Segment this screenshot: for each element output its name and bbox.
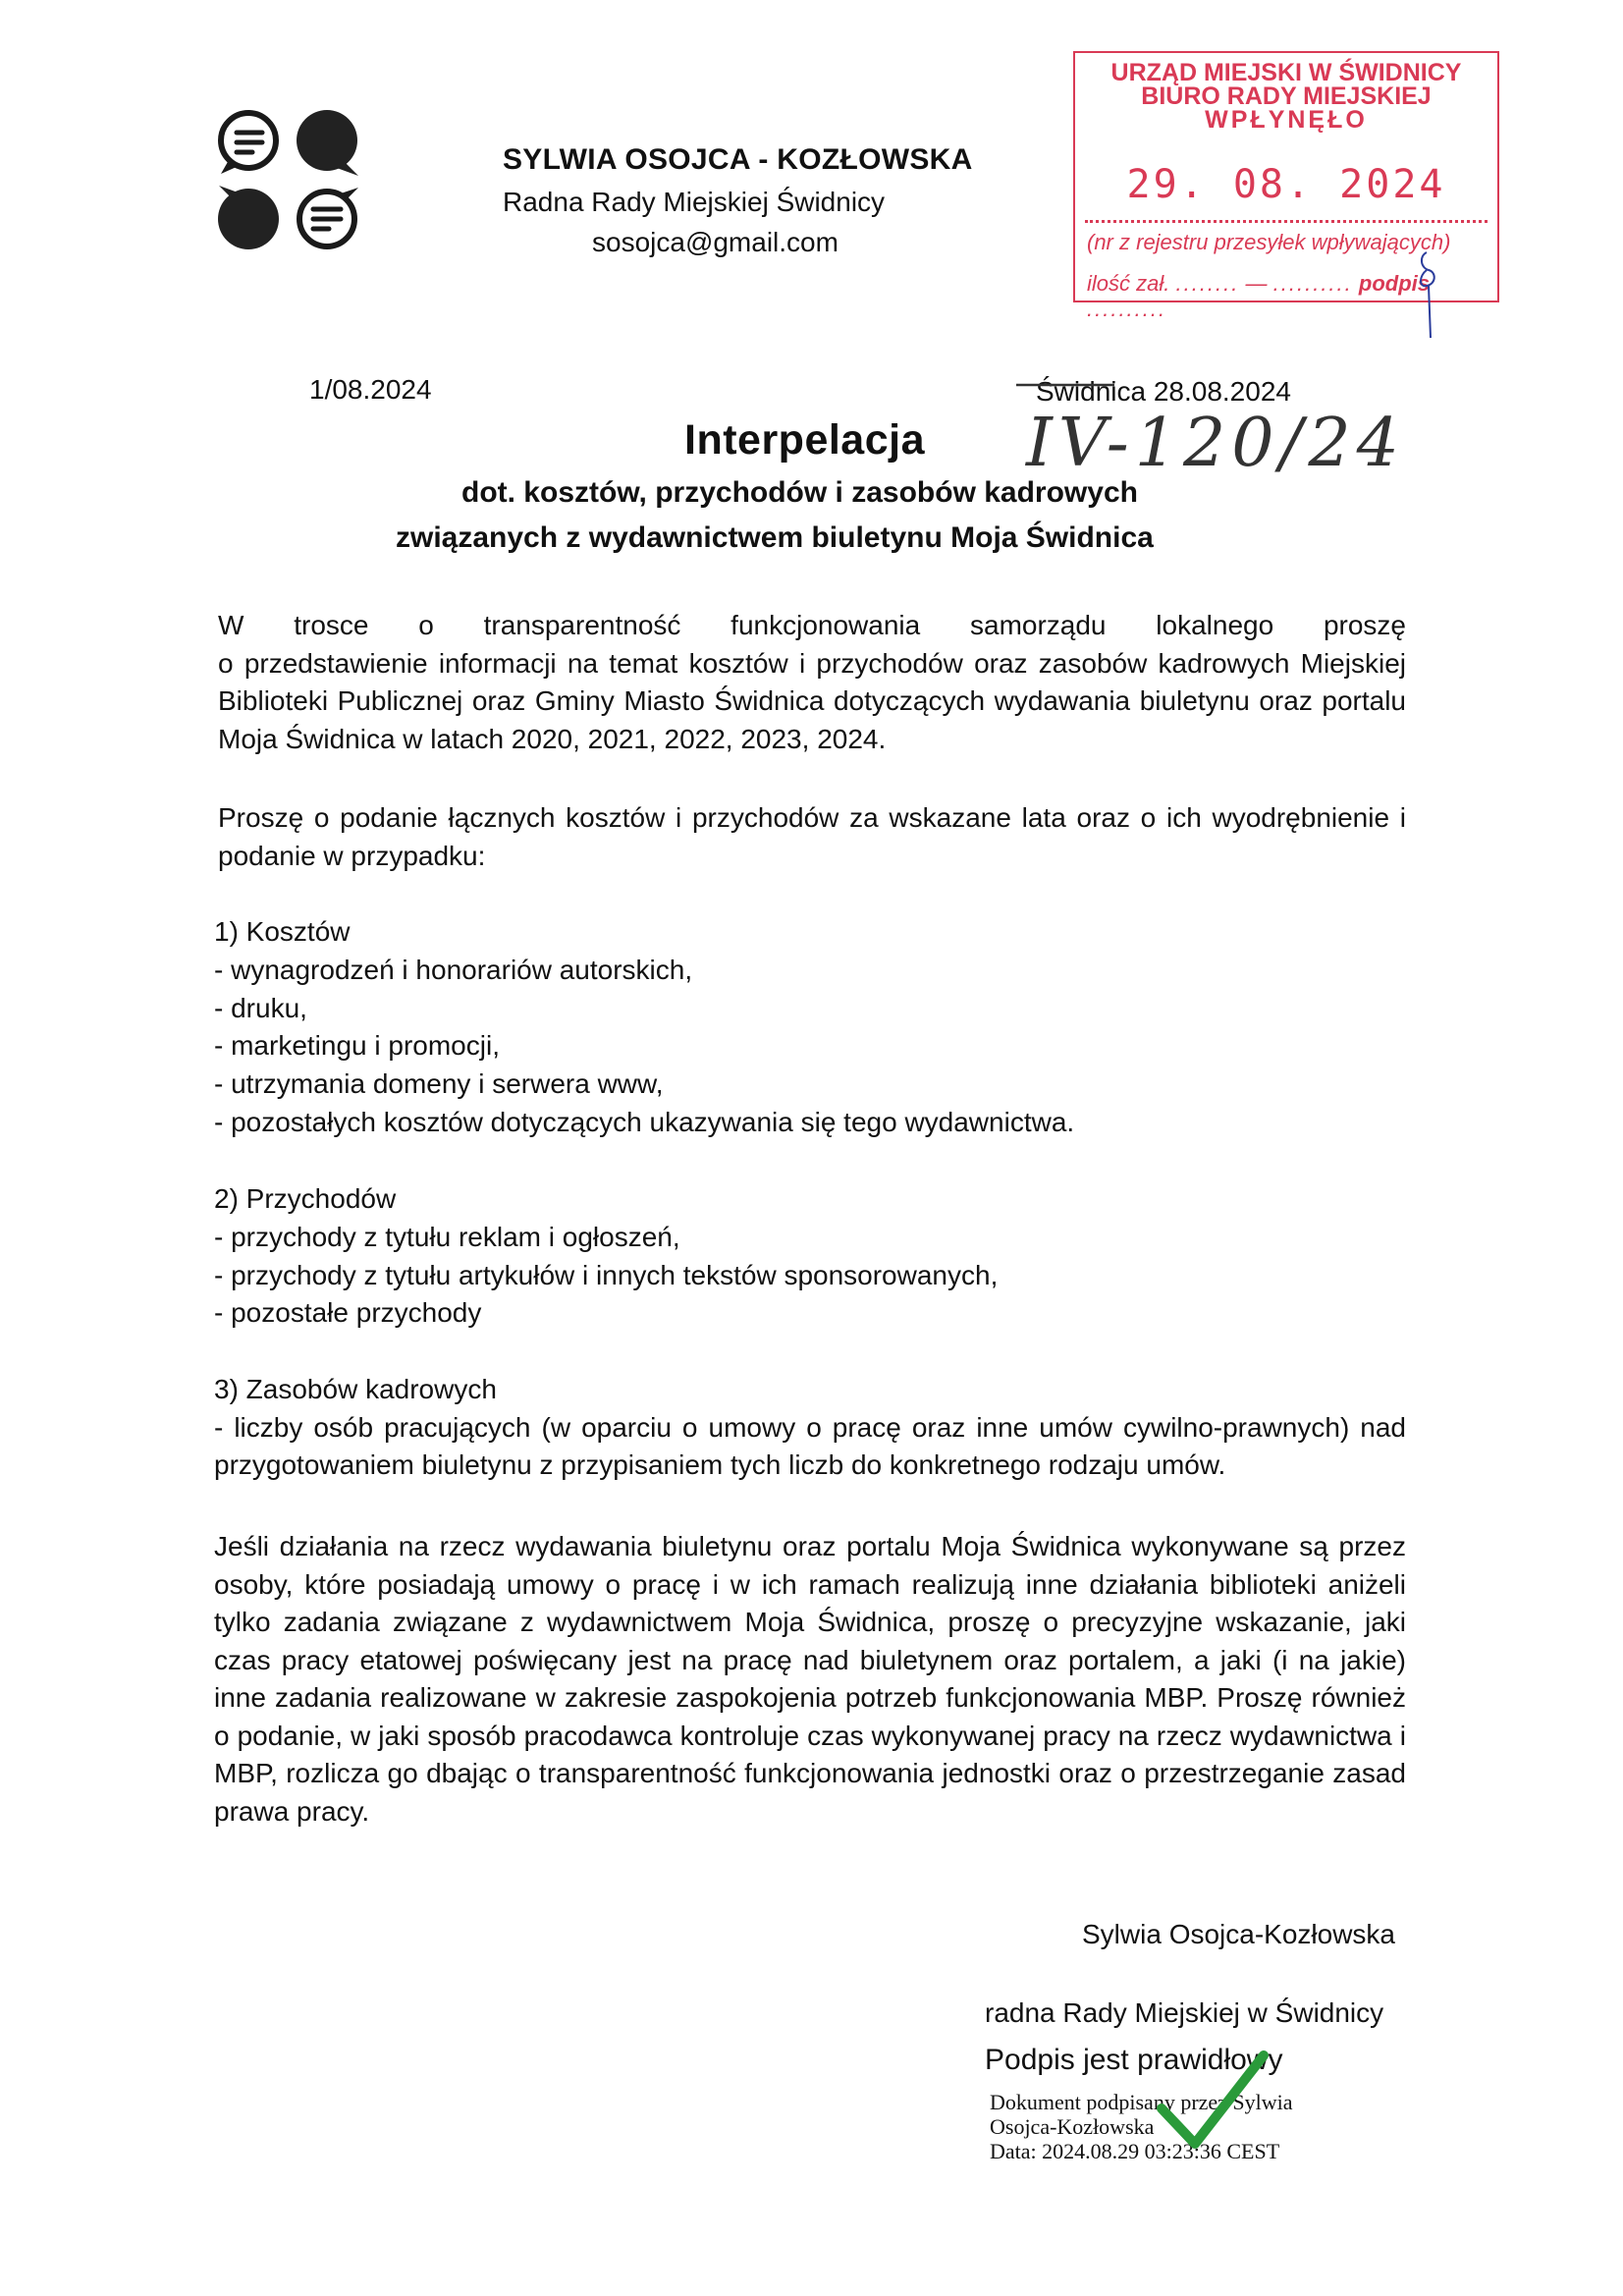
request-text: Proszę o podanie łącznych kosztów i przychodów za wskazane lata oraz o ich wyodrębnienie i podanie w przypadku: <box>218 802 1406 871</box>
stamp-received: WPŁYNĘŁO <box>1205 106 1368 134</box>
staff-section <box>214 1371 1406 1485</box>
stamp-signature-label: podpis <box>1358 271 1430 296</box>
intro-paragraph <box>218 607 1406 758</box>
list-item: - wynagrodzeń i honorariów autorskich, <box>214 954 693 985</box>
sender-role: Radna Rady Miejskiej Świdnicy <box>503 187 886 217</box>
list-item: - utrzymania domeny i serwera www, <box>214 1068 664 1100</box>
signature-signed-by-line1: Dokument podpisany przez Sylwia <box>990 2090 1293 2114</box>
signature-signed-by-line2: Osojca-Kozłowska <box>990 2114 1155 2139</box>
costs-section <box>214 913 1074 1142</box>
list-item: - druku, <box>214 992 307 1023</box>
document-title: Interpelacja <box>684 416 925 464</box>
stamp-department: BIURO RADY MIEJSKIEJ <box>1141 82 1432 110</box>
list-item: - pozostałe przychody <box>214 1297 482 1329</box>
signature-name: Sylwia Osojca-Kozłowska <box>1082 1919 1395 1949</box>
signature-date: Data: 2024.08.29 03:23:36 CEST <box>990 2139 1280 2163</box>
signature-role: radna Rady Miejskiej w Świdnicy <box>985 1997 1384 2028</box>
receipt-stamp <box>1073 51 1499 321</box>
signature-valid-label: Podpis jest prawidłowy <box>985 2044 1283 2076</box>
signature-valid-check-icon <box>1154 2048 1271 2156</box>
list-item: - przychody z tytułu artykułów i innych tekstów sponsorowanych, <box>214 1259 999 1290</box>
stamp-office: URZĄD MIEJSKI W ŚWIDNICY <box>1110 59 1462 86</box>
intro-rest: o przedstawienie informacji na temat kosztów i przychodów oraz zasobów kadrowych Miejskiej Biblioteki Publicznej oraz Gminy Miasto Świdnica dotyczących wydawania biuletynu oraz portalu Moja Świdnica w latach 2020, 2021, 2022, 2023, 2024. <box>218 647 1406 754</box>
sender-name: SYLWIA OSOJCA - KOZŁOWSKA <box>503 143 973 176</box>
document-number: 1/08.2024 <box>309 374 432 405</box>
stamp-initials-scribble <box>1409 245 1448 343</box>
registration-mark-text: IV-120/24 <box>1026 405 1405 482</box>
revenue-section <box>214 1180 998 1333</box>
staff-text: - liczby osób pracujących (w oparciu o umowy o pracę oraz inne umów cywilno-prawnych) nad przygotowaniem biuletynu z przypisaniem tych liczb do konkretnego rodzaju umów. <box>214 1411 1406 1480</box>
stamp-registry-label: (nr z rejestru przesyłek wpływających) <box>1087 230 1451 254</box>
closing-paragraph <box>214 1528 1406 1831</box>
revenue-heading: 2) Przychodów <box>214 1183 397 1214</box>
staff-heading: 3) Zasobów kadrowych <box>214 1374 497 1404</box>
document-subtitle-line2: związanych z wydawnictwem biuletynu Moja Świdnica <box>396 521 1154 554</box>
stamp-date: 29. 08. 2024 <box>1126 162 1446 207</box>
sender-email: sosojca@gmail.com <box>592 227 839 257</box>
stamp-dotted-line <box>1085 220 1488 223</box>
stamp-attachments-value: — <box>1245 271 1268 296</box>
stamp-attachments-label: ilość zał. <box>1087 271 1170 296</box>
intro-first-line: W trosce o transparentność funkcjonowania samorządu lokalnego proszę <box>218 610 1406 640</box>
stamp-attachments: ilość zał. ........ — .......... podpis .......... <box>1087 271 1430 321</box>
place-date: Świdnica 28.08.2024 <box>1036 376 1291 407</box>
speech-bubbles-logo-icon <box>211 103 368 260</box>
list-item: - pozostałych kosztów dotyczących ukazywania się tego wydawnictwa. <box>214 1106 1075 1137</box>
list-item: - przychody z tytułu reklam i ogłoszeń, <box>214 1221 680 1252</box>
costs-heading: 1) Kosztów <box>214 916 351 947</box>
handwritten-registration-mark <box>997 383 1405 491</box>
request-paragraph <box>218 799 1406 875</box>
document-subtitle-line1: dot. kosztów, przychodów i zasobów kadrowych <box>461 476 1138 509</box>
list-item: - marketingu i promocji, <box>214 1030 500 1062</box>
closing-text: Jeśli działania na rzecz wydawania biuletynu oraz portalu Moja Świdnica wykonywane są przez osoby, które posiadają umowy o pracę i w ich ramach realizują inne działania biblioteki aniżeli tylko zadania związane z wydawnictwem Moja Świdnica, proszę o precyzyjne wskazanie, jaki czas pracy etatowej poświęcany jest na pracę nad biuletynem oraz portalem, a jaki (i na jakie) inne zadania realizowane w zakresie zaspokojenia potrzeb funkcjonowania MBP. Proszę również o podanie, w jaki sposób pracodawca kontroluje czas wykonywanej pracy na rzecz wydawnictwa i MBP, rozlicza go dbając o transparentność funkcjonowania jednostki oraz o przestrzeganie zasad prawa pracy. <box>214 1531 1406 1827</box>
